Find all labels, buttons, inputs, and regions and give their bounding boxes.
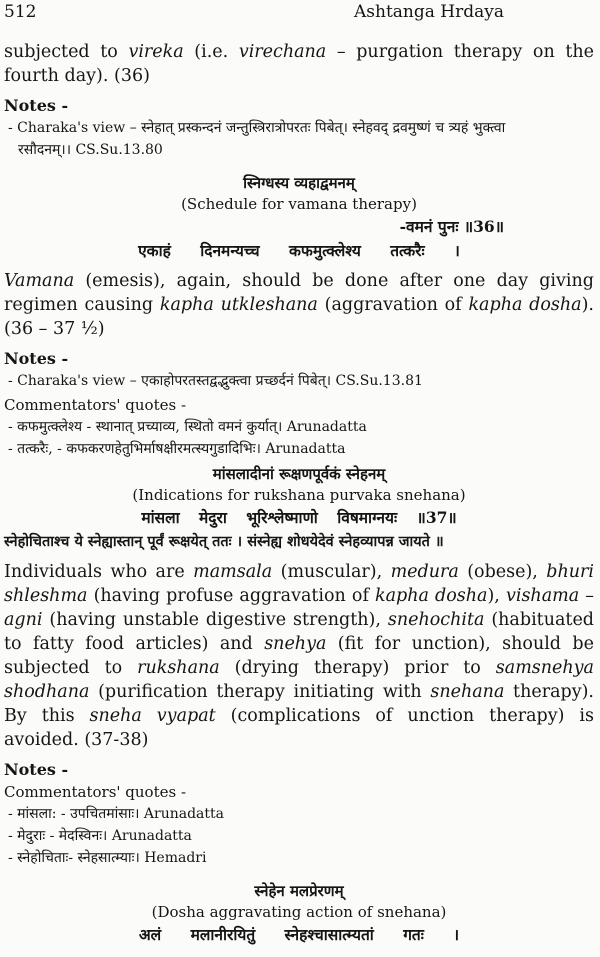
verse-37: मांसला मेदुरा भूरिश्लेष्माणो विषमाग्नयः ॥37॥ bbox=[141, 508, 457, 527]
verse-36: -वमनं पुनः ॥36॥ bbox=[399, 217, 504, 236]
rukshana-paragraph: Individuals who are mamsala (muscular), medura (obese), bhuri shleshma (having profuse aggravation of kapha dosha), vishama – agni (having unstable digestive strength), snehochita (habituated to fatty food articles) and snehya (fit for unction), should be subjected to rukshana (drying therapy) prior to samsnehya shodhana (purification therapy initiating with snehana therapy). By this sneha vyapat (complications of unction therapy) is avoided. (37-38) bbox=[4, 562, 595, 750]
notes-heading: Notes - bbox=[4, 349, 69, 368]
verse-36-line2: एकाहं दिनमन्यच्च कफमुत्क्लेश्य तत्करैः । bbox=[138, 241, 460, 260]
intro-paragraph: subjected to vireka (i.e. virechana – purgation therapy on the fourth day). (36) bbox=[4, 42, 594, 86]
vamana-paragraph: Vamana (emesis), again, should be done after one day giving regimen causing kapha utkleshana (aggravation of kapha dosha). (36 – 37 ½) bbox=[4, 271, 594, 339]
charaka-view-1: - Charaka's view – स्नेहात् प्रस्कन्दनं जन्तुस्त्रिरात्रोपरतः पिबेत्। स्नेहवद् द्रवमुष्णं च त्र्यहं भुक्त्वा रसौदनम्।। CS.Su.13.80 bbox=[8, 120, 506, 158]
commentators-heading: Commentators' quotes - bbox=[4, 783, 187, 801]
section-title-rukshana: मांसलादीनां रूक्षणपूर्वकं स्नेहनम् bbox=[212, 465, 386, 483]
section-title-sneha: स्नेहेन मलप्रेरणम् bbox=[254, 882, 344, 900]
section-subtitle-sneha: (Dosha aggravating action of snehana) bbox=[151, 903, 447, 921]
commentators-heading: Commentators' quotes - bbox=[4, 396, 187, 414]
verse-38: अलं मलानीरयितुं स्नेहश्चासात्म्यतां गतः । bbox=[138, 925, 460, 944]
page-number: 512 bbox=[4, 2, 37, 22]
section-title-vamana: स्निग्धस्य व्यहाद्वमनम् bbox=[243, 174, 355, 192]
notes-heading: Notes - bbox=[4, 96, 69, 115]
running-header-title: Ashtanga Hrdaya bbox=[354, 2, 504, 22]
notes-heading: Notes - bbox=[4, 760, 69, 779]
page-content bbox=[4, 40, 594, 947]
commentator-quote: - तत्करैः, - कफकरणहेतुभिर्माषक्षीरमत्स्यगुडादिभिः। Arunadatta bbox=[8, 441, 346, 457]
commentator-quote: - स्नेहोचिताः- स्नेहसात्म्याः। Hemadri bbox=[8, 850, 207, 866]
verse-37-line2: स्नेहोचिताश्च ये स्नेह्यास्तान् पूर्वं रूक्षयेत् ततः । संस्नेह्य शोधयेदेवं स्नेहव्यापन्न जायते ॥ bbox=[4, 533, 444, 550]
commentator-quote: - कफमुत्क्लेश्य - स्थानात् प्रच्याव्य, स्थितो वमनं कुर्यात्। Arunadatta bbox=[8, 419, 367, 435]
commentator-quote: - मांसला: - उपचितमांसाः। Arunadatta bbox=[8, 806, 224, 822]
section-subtitle-vamana: (Schedule for vamana therapy) bbox=[181, 195, 417, 213]
section-subtitle-rukshana: (Indications for rukshana purvaka snehana) bbox=[132, 486, 466, 504]
charaka-view-2: - Charaka's view – एकाहोपरतस्तद्वद्भुक्त्वा प्रच्छर्दनं पिबेत्। CS.Su.13.81 bbox=[8, 373, 423, 389]
commentator-quote: - मेदुराः - मेदस्विनः। Arunadatta bbox=[8, 828, 192, 844]
